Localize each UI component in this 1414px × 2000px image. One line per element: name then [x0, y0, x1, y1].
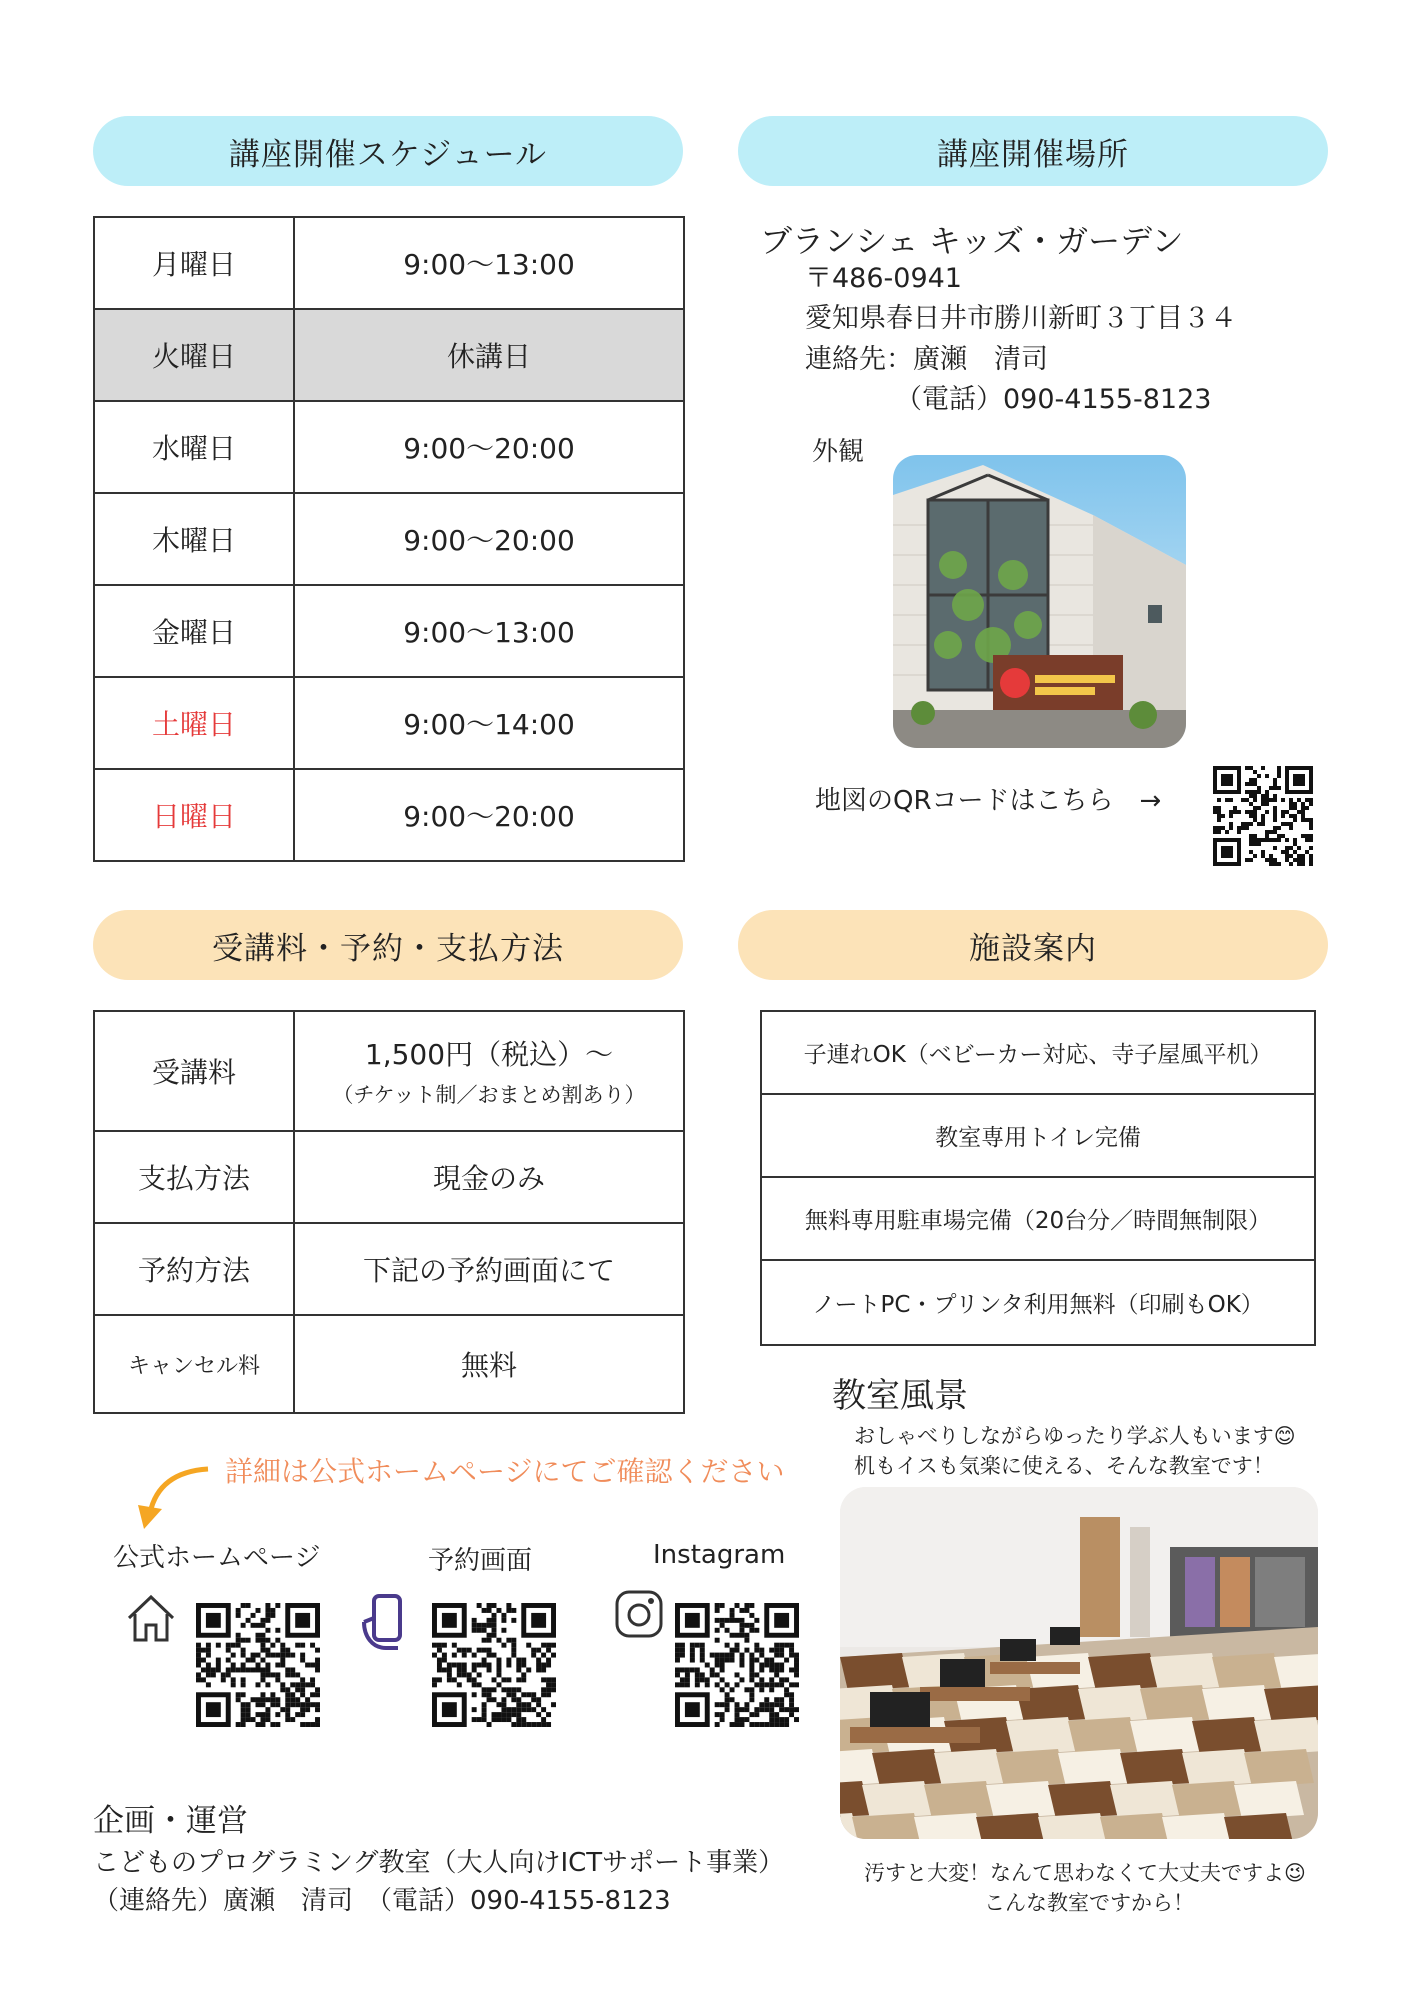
- table-row: [94, 677, 684, 769]
- day-cell: 土曜日: [94, 677, 294, 769]
- list-item: ノートPC・プリンタ利用無料（印刷もOK）: [812, 1292, 1264, 1318]
- table-row: [94, 769, 684, 861]
- time-cell: 9:00〜20:00: [294, 769, 684, 861]
- table-row: [94, 1223, 684, 1315]
- instagram-qr-code[interactable]: [675, 1603, 799, 1727]
- day-cell: 木曜日: [94, 493, 294, 585]
- address: 愛知県春日井市勝川新町３丁目３４: [805, 303, 1237, 334]
- table-row: [94, 493, 684, 585]
- table-row: [94, 585, 684, 677]
- instagram-label[interactable]: Instagram: [653, 1540, 786, 1570]
- table-row: [94, 1011, 684, 1131]
- classroom-photo: [840, 1487, 1318, 1839]
- schedule-table: [93, 216, 685, 862]
- day-cell: 水曜日: [94, 401, 294, 493]
- table-row: [94, 401, 684, 493]
- smartphone-hand-icon: [358, 1592, 412, 1656]
- exterior-photo: [893, 455, 1186, 748]
- curved-arrow-icon: [136, 1463, 211, 1537]
- time-cell: 9:00〜20:00: [294, 401, 684, 493]
- list-item: 子連れOK（ベビーカー対応、寺子屋風平机）: [762, 1012, 1314, 1095]
- fee-note: （チケット制／おまとめ割あり）: [332, 1083, 646, 1107]
- fee-value: 1,500円（税込）〜 （チケット制／おまとめ割あり）: [294, 1011, 684, 1131]
- day-cell: 火曜日: [94, 309, 294, 401]
- map-qr-code[interactable]: [1213, 766, 1313, 866]
- fees-table: [93, 1010, 685, 1414]
- classroom-caption: 汚すと大変！なんて思わなくて大丈夫ですよ😉: [864, 1861, 1306, 1885]
- organizer-line: こどものプログラミング教室（大人向けICTサポート事業）: [93, 1848, 785, 1878]
- classroom-caption: こんな教室ですから！: [984, 1891, 1194, 1915]
- location-name: ブランシェ キッズ・ガーデン: [760, 222, 1184, 260]
- fees-heading: 受講料・予約・支払方法: [93, 910, 683, 980]
- classroom-heading: 教室風景: [832, 1376, 968, 1416]
- facility-list: [760, 1010, 1316, 1346]
- table-row: [94, 309, 684, 401]
- homepage-qr-code[interactable]: [196, 1603, 320, 1727]
- contact-name: 連絡先：廣瀬 清司: [805, 344, 1048, 375]
- fee-label: 予約方法: [94, 1223, 294, 1315]
- house-icon: [124, 1592, 178, 1648]
- contact-phone: （電話）090-4155-8123: [895, 384, 1212, 415]
- time-cell: 休講日: [294, 309, 684, 401]
- day-cell: 金曜日: [94, 585, 294, 677]
- building-illustration: [893, 455, 1186, 748]
- organizer-contact: （連絡先）廣瀬 清司 （電話）090-4155-8123: [93, 1886, 671, 1916]
- fee-label: キャンセル料: [94, 1315, 294, 1413]
- classroom-caption: 机もイスも気楽に使える、そんな教室です！: [854, 1454, 1274, 1478]
- fee-value: 現金のみ: [294, 1131, 684, 1223]
- exterior-label: 外観: [812, 437, 865, 467]
- instagram-icon: [613, 1588, 665, 1644]
- homepage-label[interactable]: 公式ホームページ: [113, 1543, 321, 1573]
- list-item: 教室専用トイレ完備: [762, 1095, 1314, 1178]
- time-cell: 9:00〜14:00: [294, 677, 684, 769]
- table-row: [94, 217, 684, 309]
- fee-value: 下記の予約画面にて: [294, 1223, 684, 1315]
- time-cell: 9:00〜20:00: [294, 493, 684, 585]
- fee-label: 支払方法: [94, 1131, 294, 1223]
- map-qr-text: 地図のQRコードはこちら →: [815, 786, 1162, 816]
- details-notice: 詳細は公式ホームページにてご確認ください: [225, 1455, 785, 1488]
- location-heading: 講座開催場所: [738, 116, 1328, 186]
- organizer-heading: 企画・運営: [93, 1803, 248, 1839]
- table-row: [94, 1131, 684, 1223]
- table-row: [94, 1315, 684, 1413]
- day-cell: 月曜日: [94, 217, 294, 309]
- classroom-illustration: [840, 1487, 1318, 1839]
- reservation-label[interactable]: 予約画面: [428, 1546, 533, 1576]
- list-item: 無料専用駐車場完備（20台分／時間無制限）: [762, 1178, 1314, 1261]
- day-cell: 日曜日: [94, 769, 294, 861]
- schedule-heading: 講座開催スケジュール: [93, 116, 683, 186]
- time-cell: 9:00〜13:00: [294, 585, 684, 677]
- fee-label: 受講料: [94, 1011, 294, 1131]
- facility-heading: 施設案内: [738, 910, 1328, 980]
- reservation-qr-code[interactable]: [432, 1603, 556, 1727]
- fee-value: 無料: [294, 1315, 684, 1413]
- classroom-caption: おしゃべりしながらゆったり学ぶ人もいます😊: [854, 1424, 1296, 1448]
- time-cell: 9:00〜13:00: [294, 217, 684, 309]
- postal-code: 〒486-0941: [805, 263, 962, 294]
